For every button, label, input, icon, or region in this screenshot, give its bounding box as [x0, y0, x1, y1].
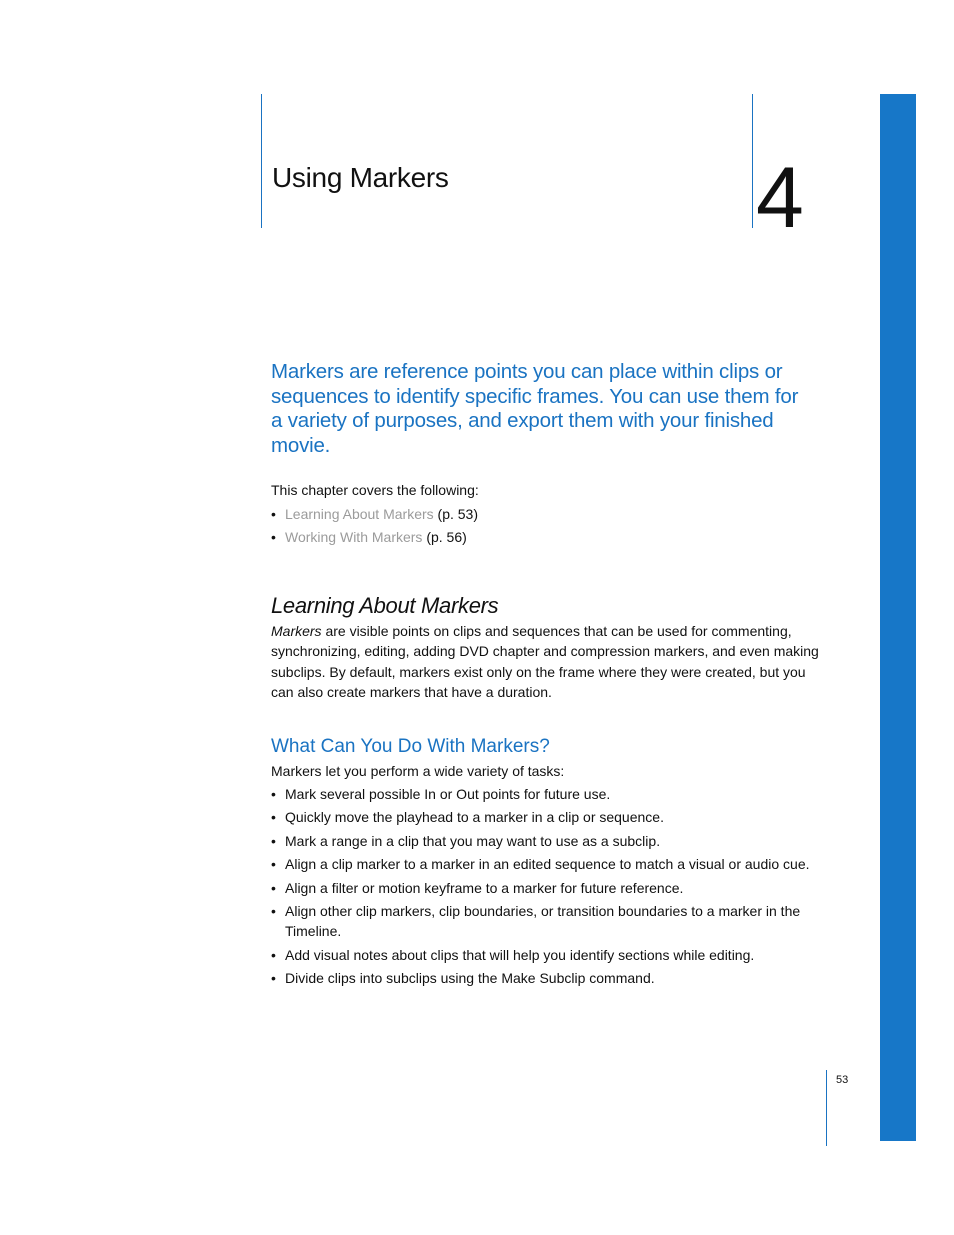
- toc-item: [271, 527, 831, 547]
- toc-list: [271, 504, 831, 551]
- bullet: •: [271, 946, 276, 963]
- bullet: •: [271, 903, 276, 920]
- list-item: [271, 968, 831, 988]
- section-paragraph-text: are visible points on clips and sequences that can be used for commenting, synchronizing, editing, adding DVD chapter and compression markers, and even making subclips. By default, markers exist only on the frame where they were created, but you can also create markers that have a duration.: [271, 623, 819, 701]
- chapter-number: 4: [756, 150, 804, 246]
- list-item-text: Mark a range in a clip that you may want to use as a subclip.: [285, 832, 661, 849]
- list-item-text: Quickly move the playhead to a marker in a clip or sequence.: [285, 809, 664, 826]
- bullet: •: [271, 879, 276, 896]
- list-item: [271, 945, 831, 965]
- chapter-left-rule: [261, 94, 262, 228]
- list-item: [271, 784, 831, 804]
- toc-link-learning-about-markers[interactable]: Learning About Markers: [285, 506, 434, 522]
- list-item-text: Align a clip marker to a marker in an edited sequence to match a visual or audio cue.: [285, 856, 810, 873]
- toc-link-working-with-markers[interactable]: Working With Markers: [285, 529, 423, 546]
- bullet: •: [271, 970, 276, 987]
- tasks-intro: Markers let you perform a wide variety of tasks:: [271, 763, 565, 779]
- chapter-title: Using Markers: [272, 162, 449, 193]
- chapter-number-rule: [752, 94, 753, 228]
- page-number: 53: [836, 1074, 849, 1086]
- chapter-tab: [880, 94, 916, 1141]
- list-item: [271, 831, 831, 851]
- bullet: •: [271, 809, 276, 826]
- tasks-list: [271, 784, 831, 992]
- list-item: [271, 807, 831, 827]
- list-item-text: Add visual notes about clips that will help you identify sections while editing.: [285, 946, 755, 963]
- list-item: [271, 854, 831, 874]
- subsection-heading: What Can You Do With Markers?: [271, 736, 550, 757]
- bullet: •: [271, 506, 276, 522]
- list-item-text: Align other clip markers, clip boundaries, or transition boundaries to a marker in the Timeline.: [285, 903, 801, 940]
- bullet: •: [271, 832, 276, 849]
- section-term: Markers: [271, 623, 322, 639]
- list-item: [271, 878, 831, 898]
- covers-intro: This chapter covers the following:: [271, 482, 479, 498]
- list-item: [271, 901, 831, 942]
- bullet: •: [271, 786, 276, 802]
- list-item-text: Align a filter or motion keyframe to a marker for future reference.: [285, 879, 684, 896]
- bullet: •: [271, 856, 276, 873]
- list-item-text: Divide clips into subclips using the Make Subclip command.: [285, 970, 655, 987]
- section-heading: Learning About Markers: [271, 593, 499, 618]
- toc-page-ref: (p. 53): [437, 506, 478, 522]
- bullet: •: [271, 529, 276, 546]
- toc-item: [271, 504, 831, 524]
- section-paragraph: [271, 621, 831, 703]
- list-item-text: Mark several possible In or Out points for future use.: [285, 786, 611, 802]
- toc-page-ref: (p. 56): [426, 529, 467, 546]
- footer-rule: [826, 1070, 827, 1146]
- chapter-intro: Markers are reference points you can place within clips or sequences to identify specific frames. You can use them for a variety of purposes, and export them with your finished movie.: [271, 360, 799, 457]
